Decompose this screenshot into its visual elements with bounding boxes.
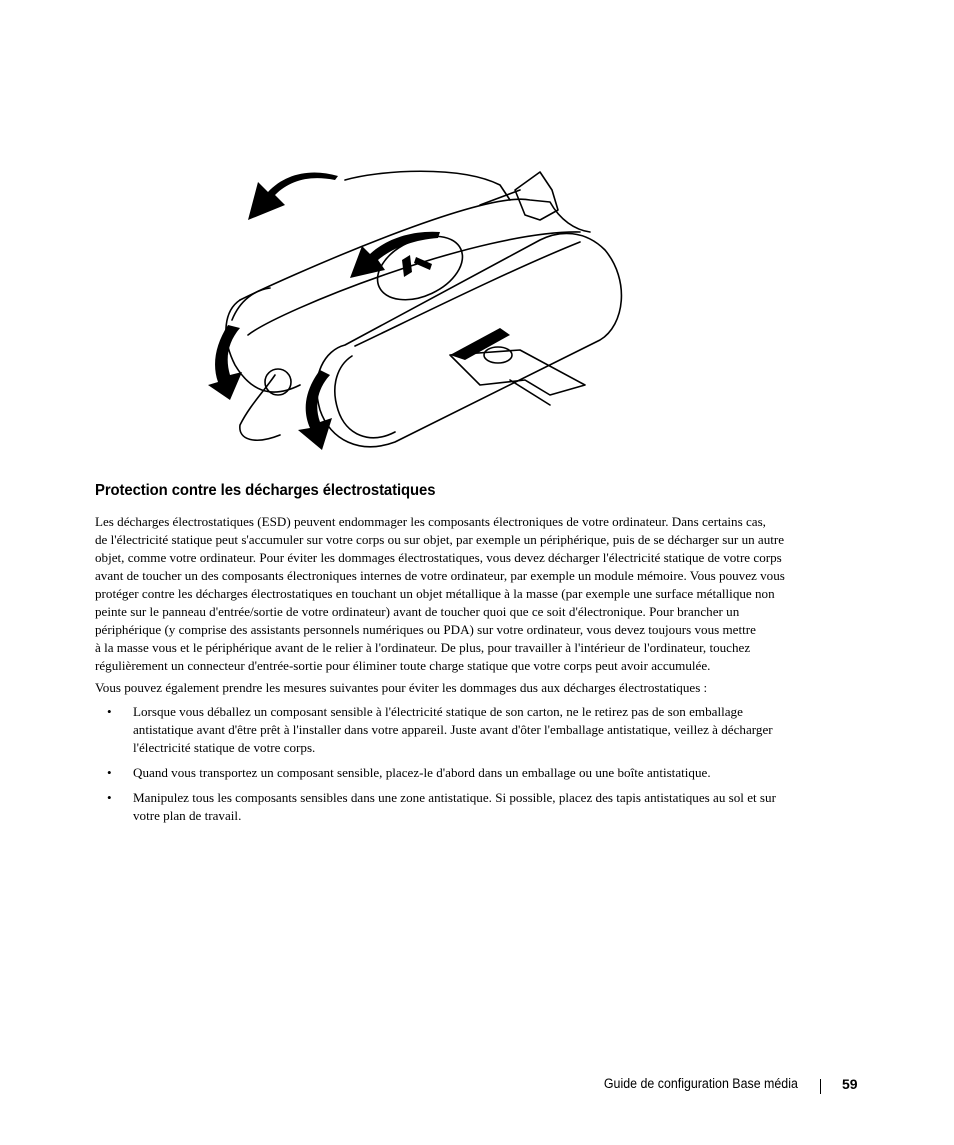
list-item-line: l'électricité statique de votre corps. xyxy=(133,740,316,755)
bullet-icon: • xyxy=(107,704,112,719)
paragraph-line: Les décharges électrostatiques (ESD) peuvent endommager les composants électroniques de votre ordinateur. Dans certains cas, xyxy=(95,514,766,529)
list-item-line: antistatique avant d'être prêt à l'installer dans votre appareil. Juste avant d'ôter l'emballage antistatique, veillez à décharger xyxy=(133,722,773,737)
media-base-removal-illustration xyxy=(180,160,640,460)
esd-measures-list xyxy=(95,703,857,832)
paragraph-line: de l'électricité statique peut s'accumuler sur votre corps ou sur objet, par exemple un périphérique, puis de se décharger sur un autre xyxy=(95,532,785,547)
bullet-icon: • xyxy=(107,790,112,805)
list-item xyxy=(95,764,857,782)
paragraph-line: objet, comme votre ordinateur. Pour éviter les dommages électrostatiques, vous devez décharger l'électricité statique de votre corps xyxy=(95,550,782,565)
list-item-line: Manipulez tous les composants sensibles dans une zone antistatique. Si possible, placez des tapis antistatiques au sol et sur xyxy=(133,790,776,805)
list-item xyxy=(95,789,857,825)
list-item xyxy=(95,703,857,757)
list-item-line: Quand vous transportez un composant sensible, placez-le d'abord dans un emballage ou une boîte antistatique. xyxy=(133,765,711,780)
paragraph-line: périphérique (y comprise des assistants personnels numériques ou PDA) sur votre ordinateur, vous devez toujours vous mettre xyxy=(95,622,756,637)
list-item-line: votre plan de travail. xyxy=(133,808,242,823)
paragraph-line: régulièrement un connecteur d'entrée-sortie pour éliminer toute charge statique que votre corps peut avoir accumulée. xyxy=(95,658,711,673)
section-heading: Protection contre les décharges électrostatiques xyxy=(95,482,436,499)
paragraph-line: peinte sur le panneau d'entrée/sortie de votre ordinateur) avant de toucher quoi que ce soit d'électronique. Pour brancher un xyxy=(95,604,740,619)
list-item-line: Lorsque vous déballez un composant sensible à l'électricité statique de son carton, ne le retirez pas de son emballage xyxy=(133,704,743,719)
paragraph-line: à la masse vous et le périphérique avant de le relier à l'ordinateur. De plus, pour travailler à l'intérieur de l'ordinateur, touchez xyxy=(95,640,751,655)
measures-intro-paragraph: Vous pouvez également prendre les mesures suivantes pour éviter les dommages dus aux décharges électrostatiques : xyxy=(95,680,708,695)
footer-divider xyxy=(820,1079,821,1094)
paragraph-line: avant de toucher un des composants électroniques internes de votre ordinateur, par exemple un module mémoire. Vous pouvez vous xyxy=(95,568,785,583)
footer-guide-title: Guide de configuration Base média xyxy=(603,1076,798,1091)
bullet-icon: • xyxy=(107,765,112,780)
page-number: 59 xyxy=(842,1076,858,1092)
paragraph-line: protéger contre les décharges électrostatiques en touchant un objet métallique à la masse (par exemple une surface métallique non xyxy=(95,586,775,601)
esd-intro-paragraph xyxy=(95,513,857,675)
page-footer xyxy=(0,1076,954,1096)
